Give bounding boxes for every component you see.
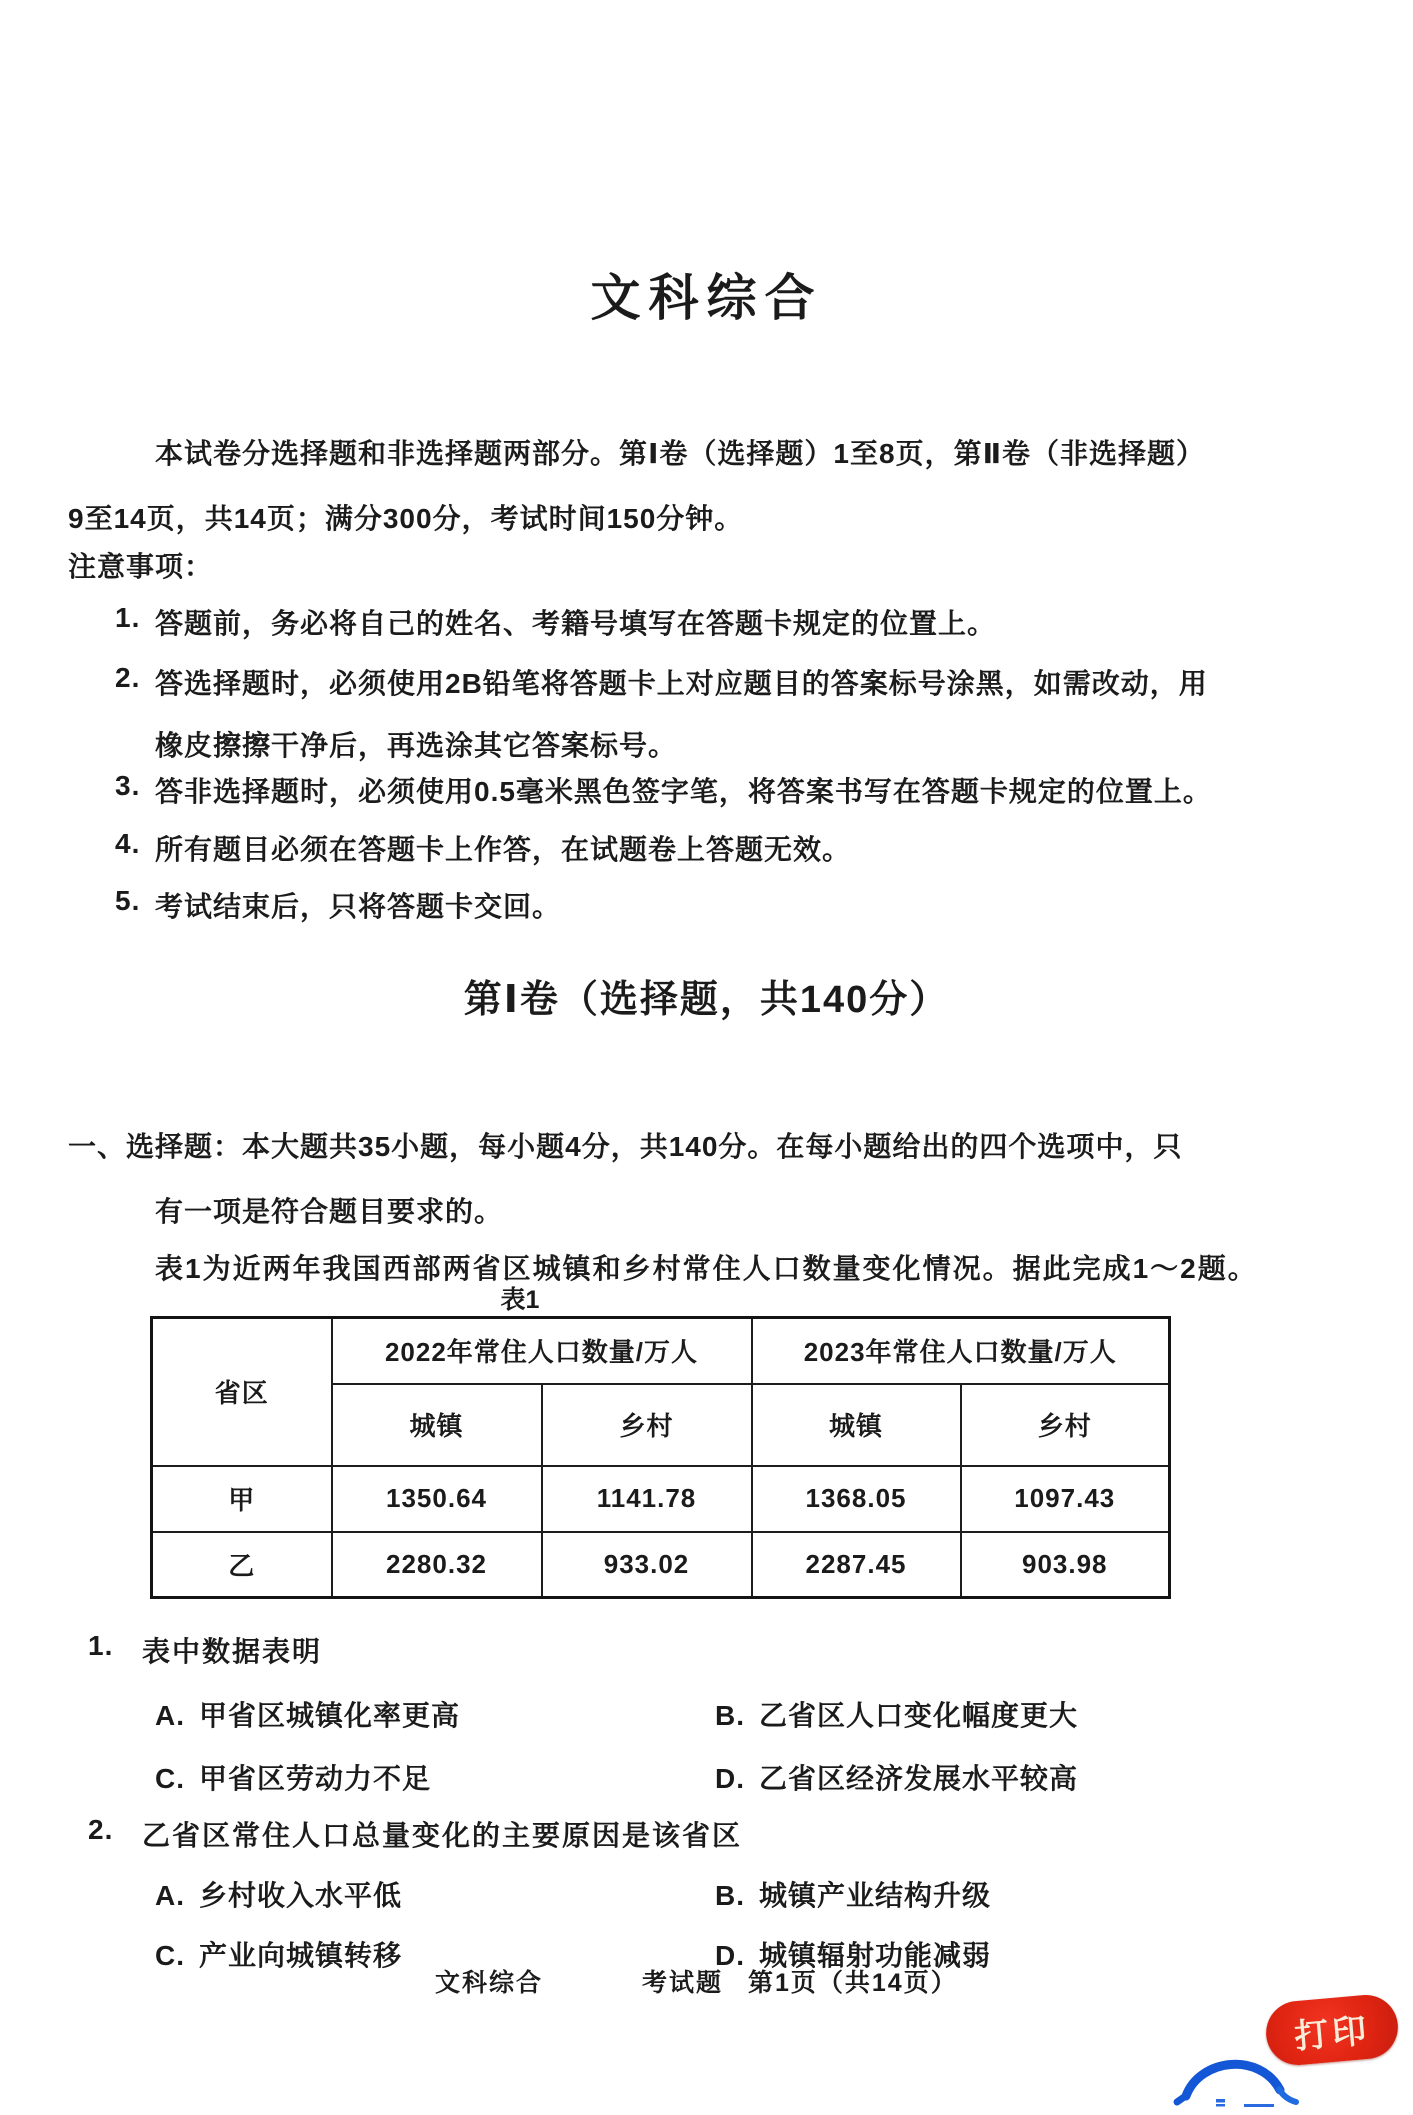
passage-text: 表1为近两年我国西部两省区城镇和乡村常住人口数量变化情况。据此完成1～2题。 xyxy=(155,1253,1258,1284)
part1-heading: 第Ⅰ卷（选择题，共140分） xyxy=(463,979,950,1021)
section-intro-line-1: 一、选择题：本大题共35小题，每小题4分，共140分。在每小题给出的四个选项中，只 xyxy=(68,1131,1183,1162)
option-text: 甲省区城镇化率更高 xyxy=(199,1700,461,1731)
intro-line-2: 9至14页，共14页；满分300分，考试时间150分钟。 xyxy=(68,503,744,534)
note-5-num: 5. xyxy=(115,885,141,916)
option-label: C. xyxy=(155,1940,185,1971)
table-subheader-2022-rural: 乡村 xyxy=(542,1384,752,1466)
page-title: 文科综合 xyxy=(590,270,823,326)
section-intro-line-2: 有一项是符合题目要求的。 xyxy=(155,1196,504,1227)
cell-value: 2280.32 xyxy=(332,1532,542,1598)
option-text: 乙省区人口变化幅度更大 xyxy=(759,1700,1079,1731)
note-3-num: 3. xyxy=(115,770,141,801)
option-label: B. xyxy=(715,1880,745,1911)
question-1-stem: 表中数据表明 xyxy=(142,1636,323,1667)
cell-value: 2287.45 xyxy=(752,1532,961,1598)
note-5-text: 考试结束后，只将答题卡交回。 xyxy=(155,891,562,922)
note-1-text: 答题前，务必将自己的姓名、考籍号填写在答题卡规定的位置上。 xyxy=(155,608,997,639)
note-1-num: 1. xyxy=(115,602,141,633)
table-row xyxy=(152,1532,1170,1598)
option-label: A. xyxy=(155,1880,185,1911)
question-1-option-d xyxy=(715,1757,1078,1797)
option-text: 城镇辐射功能减弱 xyxy=(759,1940,992,1971)
option-label: D. xyxy=(715,1763,745,1794)
option-text: 乡村收入水平低 xyxy=(199,1880,403,1911)
table-group-header-2022: 2022年常住人口数量/万人 xyxy=(332,1318,752,1384)
table-subheader-2022-urban: 城镇 xyxy=(332,1384,542,1466)
option-text: 产业向城镇转移 xyxy=(199,1940,403,1971)
option-label: A. xyxy=(155,1700,185,1731)
table-row xyxy=(152,1466,1170,1532)
table-subheader-2023-urban: 城镇 xyxy=(752,1384,961,1466)
cell-value: 1350.64 xyxy=(332,1466,542,1532)
cell-value: 1141.78 xyxy=(542,1466,752,1532)
table-corner-header: 省区 xyxy=(152,1318,332,1466)
option-text: 城镇产业结构升级 xyxy=(759,1880,992,1911)
question-1-option-a xyxy=(155,1694,460,1734)
note-3-text: 答非选择题时，必须使用0.5毫米黑色签字笔，将答案书写在答题卡规定的位置上。 xyxy=(155,776,1212,807)
cell-value: 1368.05 xyxy=(752,1466,961,1532)
option-label: C. xyxy=(155,1763,185,1794)
question-2-option-b xyxy=(715,1874,991,1914)
question-2-number: 2. xyxy=(88,1814,114,1845)
question-1-option-c xyxy=(155,1757,431,1797)
option-text: 乙省区经济发展水平较高 xyxy=(759,1763,1079,1794)
question-1-option-b xyxy=(715,1694,1078,1734)
footer-page-number: 第1页（共14页） xyxy=(748,1969,958,1997)
table-group-header-2023: 2023年常住人口数量/万人 xyxy=(752,1318,1170,1384)
note-2-text-line-2: 橡皮擦擦干净后，再选涂其它答案标号。 xyxy=(155,730,678,761)
note-4-text: 所有题目必须在答题卡上作答，在试题卷上答题无效。 xyxy=(155,834,852,865)
cell-value: 1097.43 xyxy=(961,1466,1170,1532)
option-label: D. xyxy=(715,1940,745,1971)
blue-arc-logo xyxy=(1172,2046,1302,2108)
footer-subject: 文科综合 xyxy=(435,1969,544,1997)
cell-value: 933.02 xyxy=(542,1532,752,1598)
row-label: 甲 xyxy=(152,1466,332,1532)
table-caption: 表1 xyxy=(500,1286,540,1314)
intro-line-1: 本试卷分选择题和非选择题两部分。第Ⅰ卷（选择题）1至8页，第Ⅱ卷（非选择题） xyxy=(155,438,1206,469)
note-2-num: 2. xyxy=(115,662,141,693)
cell-value: 903.98 xyxy=(961,1532,1170,1598)
footer-doc-type: 考试题 xyxy=(642,1969,724,1997)
option-text: 甲省区劳动力不足 xyxy=(199,1763,432,1794)
question-2-option-c xyxy=(155,1934,402,1974)
option-label: B. xyxy=(715,1700,745,1731)
notes-heading: 注意事项： xyxy=(68,551,214,582)
print-button-label: 打印 xyxy=(1292,2012,1372,2056)
question-2-option-a xyxy=(155,1874,402,1914)
population-table xyxy=(150,1316,1171,1599)
question-2-stem: 乙省区常住人口总量变化的主要原因是该省区 xyxy=(142,1820,743,1851)
note-4-num: 4. xyxy=(115,828,141,859)
note-2-text-line-1: 答选择题时，必须使用2B铅笔将答题卡上对应题目的答案标号涂黑，如需改动，用 xyxy=(155,668,1208,699)
row-label: 乙 xyxy=(152,1532,332,1598)
question-1-number: 1. xyxy=(88,1630,114,1661)
table-subheader-2023-rural: 乡村 xyxy=(961,1384,1170,1466)
